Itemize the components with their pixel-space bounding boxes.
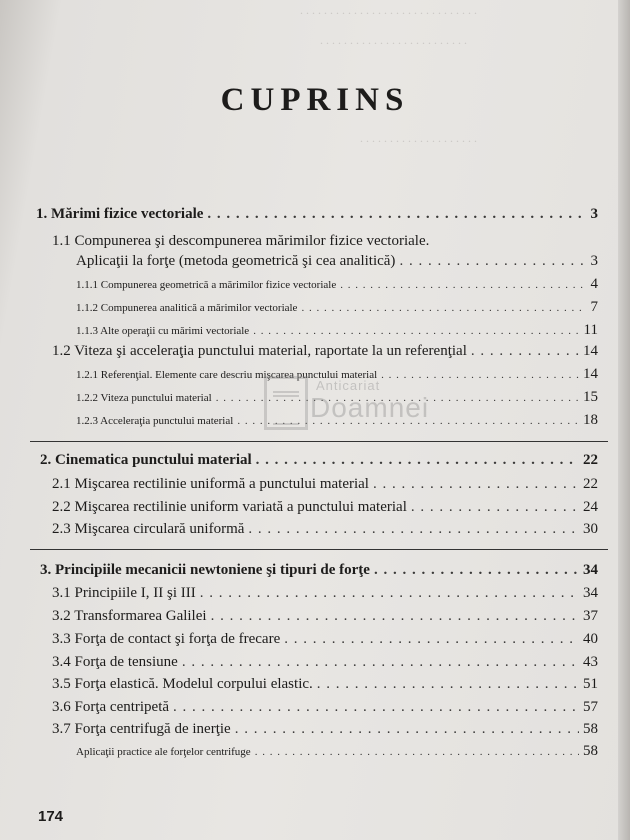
bleed-through-text: . . . . . . . . . . . . . . . . . . . . . . . . . . . . . . xyxy=(300,3,477,17)
dot-leader xyxy=(284,631,579,648)
page-edge xyxy=(618,0,630,840)
dot-leader xyxy=(200,585,579,602)
dot-leader xyxy=(207,206,586,223)
page-title: CUPRINS xyxy=(220,82,410,118)
watermark-small-text: Anticariat xyxy=(316,378,381,393)
dot-leader xyxy=(173,699,579,716)
toc-item-label: 1.1.1 Compunerea geometrică a mărimilor fizice vectoriale xyxy=(76,279,337,291)
anticariat-watermark xyxy=(264,376,430,446)
dot-leader xyxy=(374,562,579,579)
toc-item-label: 2.1 Mişcarea rectilinie uniformă a punctului material xyxy=(52,476,369,492)
toc-item-1-1-1 xyxy=(76,276,598,293)
toc-section-3 xyxy=(40,562,598,579)
toc-page-number: 22 xyxy=(583,452,598,468)
toc-page-number: 22 xyxy=(583,476,598,492)
toc-item-label: Aplicaţii la forţe (metoda geometrică şi cea analitică) xyxy=(76,253,396,269)
toc-page-number: 14 xyxy=(583,366,598,382)
toc-item-3-1 xyxy=(52,585,598,602)
toc-section-1 xyxy=(36,206,598,223)
toc-section-2 xyxy=(40,452,598,469)
toc-item-1-2 xyxy=(52,343,598,360)
dot-leader xyxy=(235,721,579,738)
toc-item-label: 3.2 Transformarea Galilei xyxy=(52,608,207,624)
dot-leader xyxy=(256,452,579,469)
toc-item-1-1-3 xyxy=(76,322,598,339)
dot-leader xyxy=(182,654,579,671)
toc-item-label: 3.6 Forţa centripetă xyxy=(52,699,170,715)
toc-item-3-4 xyxy=(52,654,598,671)
toc-page-number: 3 xyxy=(590,206,598,222)
toc-page-number: 11 xyxy=(583,322,598,338)
toc-page-number: 14 xyxy=(583,343,598,359)
dot-leader xyxy=(411,499,579,516)
toc-item-label: 1.2.3 Acceleraţia punctului material xyxy=(76,415,234,427)
toc-page-number: 15 xyxy=(583,389,598,405)
toc-item-3-5 xyxy=(52,676,598,693)
dot-leader xyxy=(253,325,579,337)
toc-page-number: 24 xyxy=(583,499,598,515)
toc-item-3-2 xyxy=(52,608,598,625)
toc-page-number: 18 xyxy=(583,412,598,428)
toc-page-number: 34 xyxy=(583,585,598,601)
toc-item-3-7 xyxy=(52,721,598,738)
dot-leader xyxy=(471,343,579,360)
toc-section-title: 1. Mărimi fizice vectoriale xyxy=(36,206,204,222)
toc-item-label: 3.4 Forţa de tensiune xyxy=(52,654,178,670)
dot-leader xyxy=(340,279,586,291)
toc-item-1-1-2 xyxy=(76,299,598,316)
toc-item-label: 3.3 Forţa de contact şi forţa de frecare xyxy=(52,631,281,647)
toc-page-number: 37 xyxy=(583,608,598,624)
toc-page-number: 34 xyxy=(583,562,598,578)
toc-item-label: 3.1 Principiile I, II şi III xyxy=(52,585,196,601)
toc-item-3-6 xyxy=(52,699,598,716)
toc-page-number: 57 xyxy=(583,699,598,715)
toc-item-label: 1.1.3 Alte operaţii cu mărimi vectoriale xyxy=(76,325,250,337)
book-logo-icon xyxy=(264,376,308,430)
dot-leader xyxy=(373,476,579,493)
toc-page-number: 7 xyxy=(590,299,598,315)
toc-item-label: 3.5 Forţa elastică. Modelul corpului elastic. xyxy=(52,676,313,692)
toc-item-2-2 xyxy=(52,499,598,516)
dot-leader xyxy=(399,253,586,270)
dot-leader xyxy=(248,521,579,538)
page-number: 174 xyxy=(38,808,64,825)
toc-item-label: 2.3 Mişcarea circulară uniformă xyxy=(52,521,245,537)
toc-page-number: 4 xyxy=(590,276,598,292)
bleed-through-text: . . . . . . . . . . . . . . . . . . . . xyxy=(360,131,477,145)
toc-item-2-3 xyxy=(52,521,598,538)
dot-leader xyxy=(211,608,579,625)
toc-item-label: 1.1.2 Compunerea analitică a mărimilor vectoriale xyxy=(76,302,298,314)
toc-page-number: 3 xyxy=(590,253,598,269)
toc-page-number: 58 xyxy=(583,743,598,759)
toc-item-label: Aplicaţii practice ale forţelor centrifuge xyxy=(76,746,251,758)
toc-item-label: 1.2.1 Referenţial. Elemente care descriu mişcarea punctului material xyxy=(76,369,378,381)
section-divider xyxy=(30,549,608,550)
dot-leader xyxy=(301,302,586,314)
toc-page-number: 58 xyxy=(583,721,598,737)
toc-page-number: 30 xyxy=(583,521,598,537)
dot-leader xyxy=(255,746,579,758)
toc-page-number: 40 xyxy=(583,631,598,647)
toc-page-number: 51 xyxy=(583,676,598,692)
toc-item-label: 2.2 Mişcarea rectilinie uniform variată a punctului material xyxy=(52,499,407,515)
toc-item-label: 3.7 Forţa centrifugă de inerţie xyxy=(52,721,231,737)
watermark-big-text: Doamnei xyxy=(310,392,430,423)
toc-section-title: 2. Cinematica punctului material xyxy=(40,452,252,468)
toc-item-2-1 xyxy=(52,476,598,493)
toc-item-3-3 xyxy=(52,631,598,648)
toc-item-1-1: 1.1 Compunerea şi descompunerea mărimilor fizice vectoriale. xyxy=(52,233,430,249)
toc-section-title: 3. Principiile mecanicii newtoniene şi tipuri de forţe xyxy=(40,562,370,578)
toc-item-label: 1.2.2 Viteza punctului material xyxy=(76,392,212,404)
bleed-through-text: . . . . . . . . . . . . . . . . . . . . . . . . . xyxy=(320,33,467,47)
toc-item-3-7-sub xyxy=(76,743,598,760)
toc-item-1-1-cont xyxy=(76,253,598,270)
dot-leader xyxy=(317,676,579,693)
toc-item-label: 1.2 Viteza şi acceleraţia punctului material, raportate la un referenţial xyxy=(52,343,467,359)
toc-page-number: 43 xyxy=(583,654,598,670)
